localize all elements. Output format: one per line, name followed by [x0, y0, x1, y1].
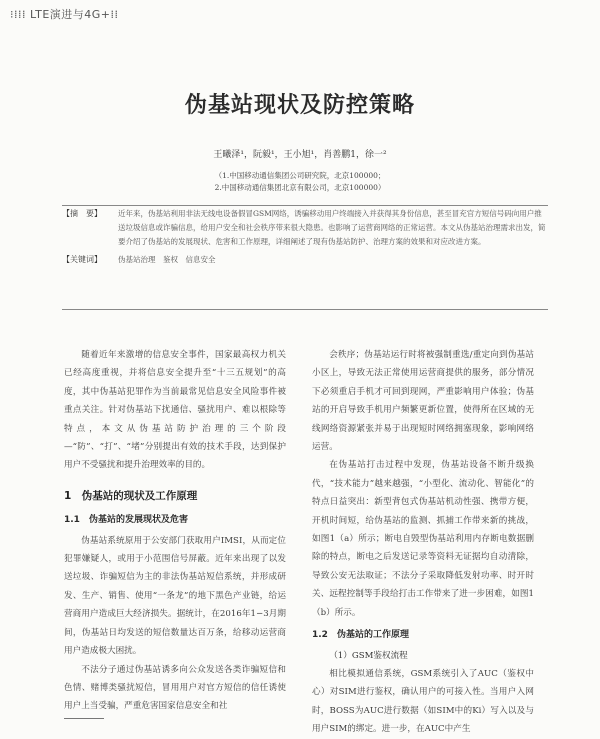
abstract-label: 【摘 要】 [62, 209, 102, 218]
section-1-heading: 1 伪基站的现状及工作原理 [64, 489, 198, 502]
article-title: 伪基站现状及防控策略 [184, 93, 415, 118]
keywords-text: 伪基站治理 鉴权 信息安全 [118, 255, 216, 264]
section-1-1-heading: 1.1 伪基站的发展现状及危害 [64, 515, 188, 526]
intro-paragraph: 随着近年来激增的信息安全事件，国家最高权力机关已经高度重视，并将信息安全提升至“十三五规划”的高度，其中伪基站犯罪作为当前最常见信息安全风险事件被重点关注。针对伪基站下扰通信、骚扰用户、难以根除等特点，本文从伪基站防护治理的三个阶段—“防”、“打”、“堵”分别提出有效的技术手段，达到保护用户不受骚扰和提升治理效率的目的。 [64, 350, 286, 471]
paragraph: 不法分子通过伪基站诱多向公众发送各类诈骗短信和色情、赌博类骚扰短信，冒用用户对官方短信的信任诱使用户上当受骗，严重危害国家信息安全和社 [64, 664, 286, 712]
abstract-bottom-rule [62, 309, 548, 310]
affiliation-1: （1.中国移动通信集团公司研究院，北京100000； [214, 171, 386, 180]
author-list: 王曦泽¹，阮毅¹，王小旭¹，肖善鹏1，徐一² [213, 150, 387, 160]
paragraph: 伪基站系统原用于公安部门获取用户IMSI，从而定位犯罪嫌疑人，或用于小范围信号屏蔽。近年来出现了以发送垃圾、诈骗短信为主的非法伪基站短信系统，并形成研发、生产、销售、使用“一条龙”的地下黑色产业链，给运营商用户造成巨大经济损失。据统计，在2016年1−3月期间，伪基站日均发送的短信数量达百万条，给移动运营商用户造成极大困扰。 [64, 535, 286, 657]
paragraph: 会秩序；伪基站运行时将被强制重选/重定向到伪基站小区上，导致无法正常使用运营商提供的服务，部分情况下必须重启手机才可回到现网，严重影响用户体验；伪基站的开启导致手机用户频繁更新位置，使得所在区域的无线网络资源紧张并易于出现短时网络拥塞现象，影响网络运营。 [312, 350, 534, 453]
abstract-top-rule [62, 205, 548, 206]
keywords-label: 【关键词】 [62, 255, 102, 264]
body-right-column [312, 346, 534, 739]
affiliation-2: 2.中国移动通信集团北京有限公司，北京100000） [214, 183, 386, 192]
paragraph: 在伪基站打击过程中发现，伪基站设备不断升级换代，“技术能力”越来越强，“小型化、流动化、智能化”的特点日益突出：新型背包式伪基站机动性强、携带方便，开机时间短，给伪基站的监测、抓捕工作带来新的挑战，如图1（a）所示；断电自毁型伪基站利用内存断电数据删除的特点，断电之后发送记录等资料无证据均自动清除，导致公安无法取证；不法分子采取降低发射功率、时开时关、远程控制等手段给打击工作带来了进一步困难，如图1（b）所示。 [312, 460, 534, 618]
abstract-text: 近年来，伪基站利用非法无线电设备假冒GSM网络，诱骗移动用户终端接入并获得其身份信息，甚至冒充官方短信号码向用户推送垃圾信息或诈骗信息，给用户安全和社会秩序带来很大隐患。也影响了运营商网络的正常运营。本文从伪基站治理需求出发，简要介绍了伪基站的发展现状、危害和工作原理，详细阐述了现有伪基站防护、治理方案的效果和对应改进方案。 [118, 209, 546, 246]
paragraph: 相比模拟通信系统，GSM系统引入了AUC（鉴权中心）对SIM进行鉴权，确认用户的可接入性。当用户入网时，BOSS为AUC进行数据（如SIM中的Ki）写入以及与用户SIM的绑定。进一步，在AUC中产生 [312, 668, 534, 735]
section-1-2-heading: 1.2 伪基站的工作原理 [312, 630, 409, 641]
abstract-block [62, 207, 548, 267]
subsection-heading: （1）GSM鉴权流程 [329, 650, 408, 661]
running-header: ⁝⁞⁞⁞ LTE演进与4G+⁞⁞ [10, 8, 119, 21]
body-left-column [64, 346, 286, 716]
footnote-rule [64, 718, 104, 719]
affiliations [0, 170, 600, 194]
